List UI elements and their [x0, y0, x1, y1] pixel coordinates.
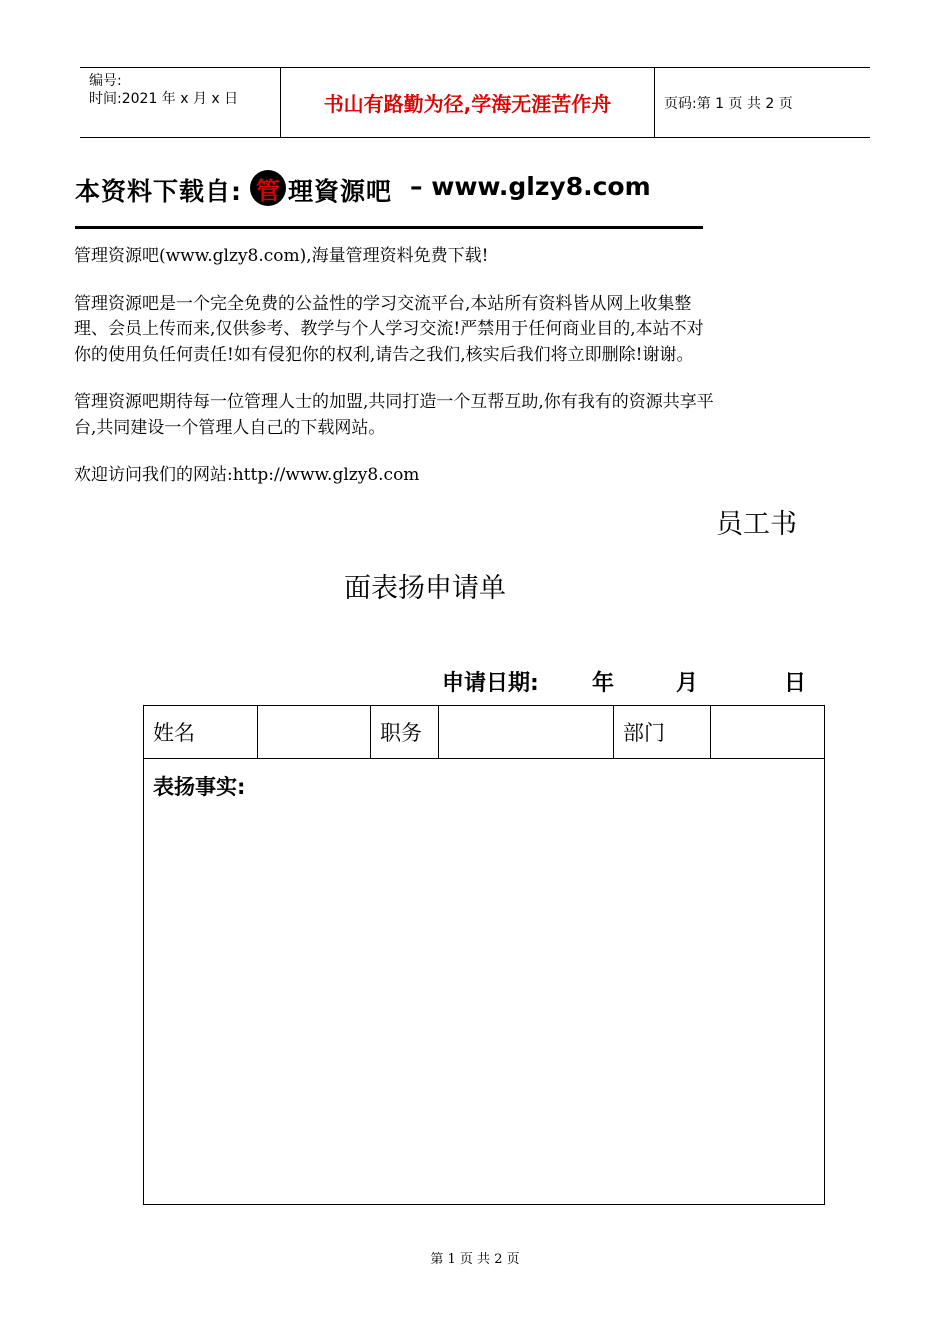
banner-main-text: 本资料下载自:: [75, 177, 242, 206]
motto: 书山有路勤为径,学海无涯苦作舟: [281, 68, 655, 137]
doc-title-part1: 员工书: [716, 509, 797, 540]
dept-field[interactable]: [711, 706, 824, 758]
date-month-label: 月: [676, 671, 699, 696]
form-info-row: [144, 706, 824, 759]
facts-label: 表扬事实:: [153, 775, 246, 799]
intro-paragraph-4: 欢迎访问我们的网站:http://www.glzy8.com: [74, 465, 420, 485]
dept-label: 部门: [614, 706, 711, 758]
header-table: [80, 67, 870, 138]
position-label: 职务: [371, 706, 439, 758]
date-year-label: 年: [592, 671, 615, 696]
date-label: 申请日期:: [442, 671, 539, 696]
application-date-row: [442, 666, 825, 698]
name-label: 姓名: [144, 706, 258, 758]
intro-paragraph-3: 管理资源吧期待每一位管理人士的加盟,共同打造一个互帮互助,你有我有的资源共享平台,共同建设一个管理人自己的下载网站。: [74, 392, 714, 438]
intro-text: [74, 244, 714, 511]
doc-title-part2: 面表扬申请单: [344, 573, 506, 604]
page-footer: 第 1 页 共 2 页: [430, 1252, 520, 1267]
page-indicator: 页码:第 1 页 共 2 页: [664, 95, 793, 112]
name-field[interactable]: [258, 706, 371, 758]
serial-label: 编号:: [89, 73, 122, 89]
intro-paragraph-1: 管理资源吧(www.glzy8.com),海量管理资料免费下载!: [74, 246, 489, 266]
logo-icon: 管: [250, 170, 286, 206]
header-meta: [80, 68, 281, 137]
intro-paragraph-2: 管理资源吧是一个完全免费的公益性的学习交流平台,本站所有资料皆从网上收集整理、会员上传而来,仅供参考、教学与个人学习交流!严禁用于任何商业目的,本站不对你的使用负任何责任!如有侵犯你的权利,请告之我们,核实后我们将立即删除!谢谢。: [74, 293, 704, 365]
commendation-form: [143, 705, 825, 1205]
facts-area[interactable]: [144, 759, 824, 1205]
time-text: 时间:2021 年 x 月 x 日: [89, 91, 239, 107]
download-banner: [75, 168, 703, 229]
date-day-label: 日: [784, 671, 807, 696]
banner-url: – www.glzy8.com: [410, 172, 651, 201]
banner-site-name: 理資源吧: [288, 177, 393, 206]
position-field[interactable]: [439, 706, 614, 758]
